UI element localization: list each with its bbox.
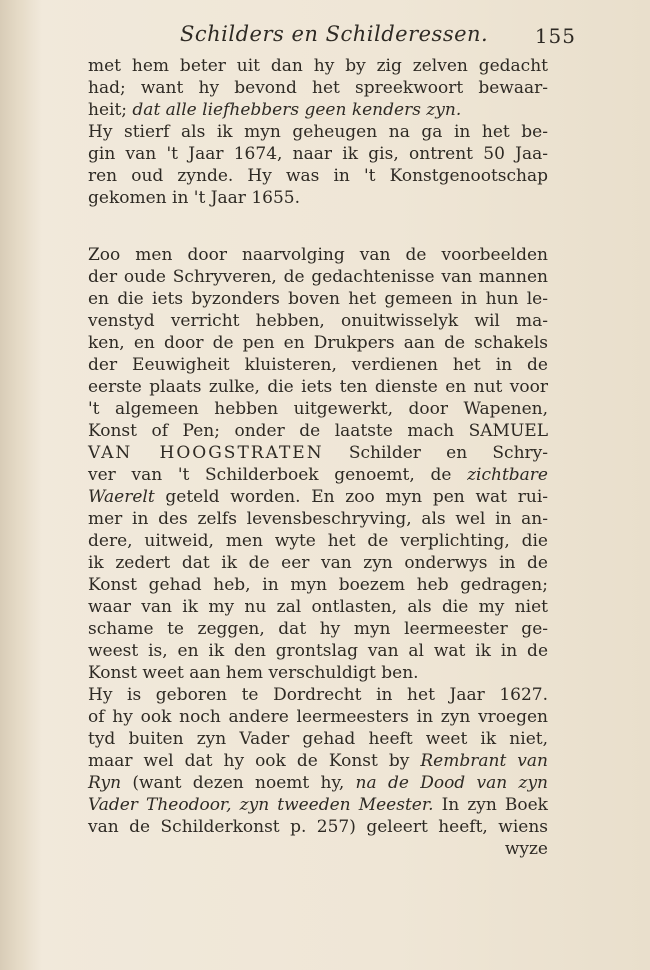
text-run: Zoo men door naarvolging van de voorbeelden <box>88 245 548 265</box>
text-run: heit; <box>88 100 133 120</box>
text-line <box>88 486 548 508</box>
text-run: tyd buiten zyn Vader gehad heeft weet ik niet, <box>88 729 548 749</box>
text-line <box>88 684 548 706</box>
text-line <box>88 706 548 728</box>
text-line <box>88 508 548 530</box>
page-number: 155 <box>534 24 576 48</box>
italic-run: Waerelt <box>88 487 155 507</box>
text-run: weest is, en ik den grontslag van al wat ik in de <box>88 641 548 661</box>
text-run: Hy stierf als ik myn geheugen na ga in het be- <box>88 122 548 142</box>
paragraph-block-2 <box>88 244 548 860</box>
text-run: ver van 't Schilderboek genoemt, de <box>88 465 468 485</box>
text-line <box>88 77 548 99</box>
italic-run: zichtbare <box>467 465 548 485</box>
text-line <box>88 332 548 354</box>
text-line <box>88 750 548 772</box>
text-line <box>88 244 548 266</box>
text-run: en die iets byzonders boven het gemeen in hun le- <box>88 289 548 309</box>
text-run: schame te zeggen, dat hy myn leermeester ge- <box>88 619 548 639</box>
text-run: of hy ook noch andere leermeesters in zyn vroegen <box>88 707 548 727</box>
text-run: Konst gehad heb, in myn boezem heb gedragen; <box>88 575 548 595</box>
text-line <box>88 376 548 398</box>
text-run: Hy is geboren te Dordrecht in het Jaar 1627. <box>88 685 548 705</box>
text-line <box>88 552 548 574</box>
page-gutter <box>0 0 42 970</box>
text-line <box>88 165 548 187</box>
small-caps-run: VAN HOOGSTRATEN <box>88 443 324 463</box>
text-line <box>88 354 548 376</box>
text-line <box>88 530 548 552</box>
text-run: ken, en door de pen en Drukpers aan de schakels <box>88 333 548 353</box>
text-line <box>88 596 548 618</box>
text-line <box>88 121 548 143</box>
text-run: ren oud zynde. Hy was in 't Konstgenootschap <box>88 166 548 186</box>
text-line <box>88 794 548 816</box>
text-line <box>88 288 548 310</box>
italic-run: Vader Theodoor, zyn tweeden Meester. <box>88 795 434 815</box>
italic-run: Rembrant van <box>420 751 548 771</box>
italic-run: Ryn <box>88 773 122 793</box>
text-line <box>88 574 548 596</box>
text-line <box>88 99 548 121</box>
text-line <box>88 464 548 486</box>
text-run: Schilder en Schry- <box>323 443 549 463</box>
text-run: wyze <box>504 839 548 859</box>
text-run: waar van ik my nu zal ontlasten, als die my niet <box>88 597 548 617</box>
text-line <box>88 398 548 420</box>
text-run: venstyd verricht hebben, onuitwisselyk wil ma- <box>88 311 548 331</box>
text-run: Konst weet aan hem verschuldigt ben. <box>88 663 419 683</box>
text-line <box>88 816 548 838</box>
page-header <box>180 22 576 52</box>
italic-run: dat alle liefhebbers geen kenders zyn. <box>132 100 462 120</box>
text-run: gin van 't Jaar 1674, naar ik gis, ontrent 50 Jaa- <box>88 144 548 164</box>
text-line <box>88 187 548 209</box>
text-line <box>88 420 548 442</box>
text-run: Konst of Pen; onder de laatste mach SAMUEL <box>88 421 548 441</box>
text-line <box>88 143 548 165</box>
text-run: mer in des zelfs levensbeschryving, als wel in an- <box>88 509 548 529</box>
text-run: ik zedert dat ik de eer van zyn onderwys in de <box>88 553 548 573</box>
text-run: der oude Schryveren, de gedachtenisse van mannen <box>88 267 548 287</box>
text-run: eerste plaats zulke, die iets ten dienste en nut voor <box>88 377 548 397</box>
text-run: 't algemeen hebben uitgewerkt, door Wapenen, <box>88 399 548 419</box>
text-run: dere, uitweid, men wyte het de verplichting, die <box>88 531 548 551</box>
text-run: geteld worden. En zoo myn pen wat rui- <box>154 487 548 507</box>
text-line <box>88 662 548 684</box>
text-line <box>88 310 548 332</box>
text-line <box>88 266 548 288</box>
text-run: gekomen in 't Jaar 1655. <box>88 188 300 208</box>
italic-run: na de Dood van zyn <box>355 773 549 793</box>
text-line <box>88 838 548 860</box>
text-run: In zyn Boek <box>433 795 548 815</box>
text-line <box>88 728 548 750</box>
text-line <box>88 618 548 640</box>
text-line <box>88 640 548 662</box>
text-run: van de Schilderkonst p. 257) geleert heeft, wiens <box>88 817 548 837</box>
text-run: der Eeuwigheit kluisteren, verdienen het in de <box>88 355 548 375</box>
text-run: (want dezen noemt hy, <box>121 773 356 793</box>
text-run: met hem beter uit dan hy by zig zelven gedacht <box>88 56 548 76</box>
text-line <box>88 772 548 794</box>
text-run: had; want hy bevond het spreekwoort bewaar- <box>88 78 548 98</box>
paragraph-block-1 <box>88 55 548 209</box>
text-run: maar wel dat hy ook de Konst by <box>88 751 421 771</box>
running-head: Schilders en Schilderessen. <box>180 22 489 46</box>
text-line <box>88 442 548 464</box>
text-line <box>88 55 548 77</box>
